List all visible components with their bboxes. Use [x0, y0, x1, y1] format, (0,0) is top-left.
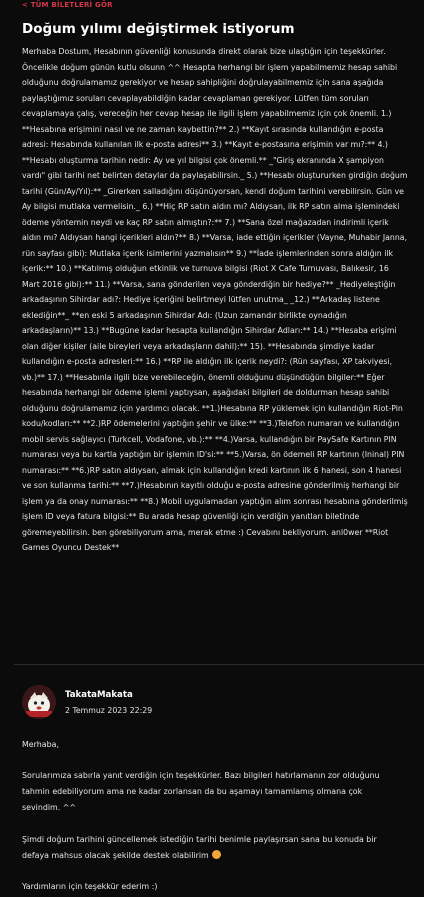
- reply-author-name[interactable]: TakataMakata: [65, 690, 133, 700]
- reply-paragraph-2-text: Şimdi doğum tarihini güncellemek istediğin tarihi benimle paylaşırsan sana bu konuda bir defaya mahsus olacak şekilde destek olabilirim: [22, 835, 377, 860]
- reply-date: 2 Temmuz 2023 22:29: [65, 706, 153, 715]
- reply-paragraph-2: [22, 832, 402, 864]
- reply-greeting: Merhaba,: [22, 740, 59, 749]
- poro-avatar-icon: [22, 685, 56, 719]
- back-to-tickets-link[interactable]: < TÜM BİLETLERİ GÖR: [22, 1, 113, 9]
- reply-paragraph-3: Yardımların için teşekkür ederim :): [22, 882, 158, 891]
- divider: [14, 664, 424, 665]
- smiling-face-icon: [212, 850, 221, 859]
- reply-paragraph-1: Sorularımıza sabırla yanıt verdiğin için teşekkürler. Bazı bilgileri hatırlamanın zor olduğunu tahmin edebiliyorum ama ne kadar zorlansan da bu aşamayı tamamlamış olmana çok sevindim. ^^: [22, 771, 380, 812]
- ticket-title: Doğum yılımı değiştirmek istiyorum: [22, 21, 295, 37]
- reply-avatar: [22, 685, 56, 719]
- ticket-body: Merhaba Dostum, Hesabının güvenliği konusunda direkt olarak bize ulaştığın için teşekkürler. Öncelikle doğum günün kutlu olsunn ^^ Hesapta herhangi bir işlem yapabilmemiz hesap sahibi olduğunu doğrulamamız gerekiyor ve hesap sahipliğini doğrulayabilmemiz için sana aşağıda paylaştığımız soruları cevaplayabildiğin kadar cevaplaman gerekiyor. Lütfen tüm soruları cevaplamaya çalış, vereceğin her cevap hesap ile ilgili işlem yapabilmemiz için çok önemli. 1.) **Hesabına erişimini nasıl ve ne zaman kaybettin?** 2.) **Kayıt sırasında kullandığın e-posta adresi: Hesabında kullanılan ilk e-posta adresi** 3.) **Kayıt e-postasına erişimin var mı?:** 4.) **Hesabı oluşturma tarihin nedir: Ay ve yıl bilgisi çok önemli.** _"Giriş ekranında X şampiyon vardı" gibi tarihi net belirten detaylar da paylaşabilirsin._ 5.) **Hesabı oluştururken girdiğin doğum tarihi (Gün/Ay/Yıl):** _Girerken salladığını düşünüyorsan, kendi doğum tarihini verebilirsin. Gün ve Ay bilgisi mutlaka vermelisin._ 6.) **Hiç RP satın aldın mı? Aldıysan, ilk RP satın alma işlemindeki ödeme yöntemin neydi ve kaç RP satın almıştın?:** 7.) **Sana özel mağazadan indirimli içerik aldın mı? Aldıysan hangi içerikleri aldın?** 8.) **Varsa, iade ettiğin içerikler (Vayne, Muhabir Janna, rün sayfası gibi): Mutlaka içerik isimlerini yazmalısın** 9.) **İade işlemlerinden sonra aldığın ilk içerik:** 10.) **Katılmış olduğun etkinlik ve turnuva bilgisi (Riot X Cafe Turnuvası, Balıkesir, 16 Mart 2016 gibi):** 11.) **Varsa, sana gönderilen veya gönderdiğin bir hediye?** _Hediyeleştiğin arkadaşının Sihirdar adı?: Hediye içeriğini belirtmeyi lütfen unutma_ _12.) **Arkadaş listene eklediğin**_ **en eski 5 arkadaşının Sihirdar Adı: (Uzun zamandır birlikte oynadığın arkadaşların)** 13.) **Bugüne kadar hesapta kullandığın Sihirdar Adları:** 14.) **Hesaba erişimi olan diğer kişiler (aile bireyleri veya arkadaşların dahil):** 15). **Hesabında şimdiye kadar kullandığın e-posta adresleri:** 16.) **RP ile aldığın ilk içerik neydi?: (Rün sayfası, XP takviyesi, vb.)** 17.) **Hesabınla ilgili bize verebileceğin, önemli olduğunu düşündüğün bilgiler:** Eğer hesabında herhangi bir ödeme işlemi yaptıysan, aşağıdaki bilgileri de doldurman hesap sahibi olduğunu doğrulamamız için yardımcı olacak. **1.)Hesabına RP yüklemek için kullandığın Riot-Pin kodu/kodları:** **2.)RP ödemelerini yaptığın şehir ve ülke:** **3.)Telefon numaran ve kullandığın mobil servis sağlayıcı (Turkcell, Vodafone, vb.):** **4.)Varsa, kullandığın bir PaySafe Kartının PIN numarası veya bu kartla yaptığın bir işlemin ID'si:** **5.)Varsa, ön ödemeli RP kartının (Ininal) PIN numarası:** **6.)RP satın aldıysan, almak için kullandığın kredi kartının ilk 6 hanesi, son 4 hanesi ve son kullanma tarihi:** **7.)Hesabının kayıtlı olduğu e-posta adresine gönderilmiş herhangi bir işlem ya da onay numarası:** **8.) Mobil uygulamadan yaptığın alım sonrası hesabına gönderilmiş işlem ID veya fatura bilgisi:** Bu arada hesap güvenliği için verdiğin yanıtları biletinde göremeyebilirsin. ben görebiliyorum ama, merak etme :) Cevabını bekliyorum. anl0wer **Riot Games Oyuncu Destek**: [22, 47, 408, 552]
